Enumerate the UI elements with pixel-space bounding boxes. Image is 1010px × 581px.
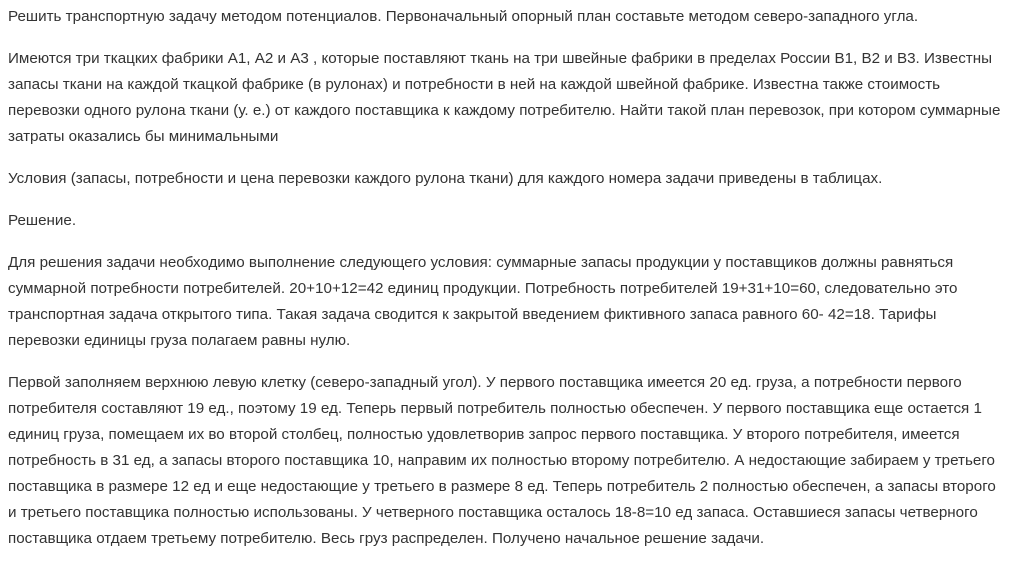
solution-northwest-corner: Первой заполняем верхнюю левую клетку (северо-западный угол). У первого поставщика имеется 20 ед. груза, а потребности первого потребителя составляют 19 ед., поэтому 19 ед. Теперь первый потребитель полностью обеспечен. У первого поставщика еще остается 1 единиц груза, помещаем их во второй столбец, полностью удовлетворив запрос первого поставщика. У второго потребителя, имеется потребность в 31 ед, а запасы второго поставщика 10, направим их полностью второму потребителю. А недостающие забираем у третьего поставщика в размере 12 ед и еще недостающие у третьего в размере 8 ед. Теперь потребитель 2 полностью обеспечен, а запасы второго и третьего поставщика полностью использованы. У четверного поставщика осталось 18-8=10 ед запаса. Оставшиеся запасы четверного поставщика отдаем третьему потребителю. Весь груз распределен. Получено начальное решение задачи. — [8, 374, 996, 547]
solution-heading: Решение. — [8, 212, 77, 229]
task-statement: Решить транспортную задачу методом потенциалов. Первоначальный опорный план составьте методом северо-западного угла. — [8, 8, 919, 25]
solution-balance-check: Для решения задачи необходимо выполнение следующего условия: суммарные запасы продукции у поставщиков должны равняться суммарной потребности потребителей. 20+10+12=42 единиц продукции. Потребность потребителей 19+31+10=60, следовательно это транспортная задача открытого типа. Такая задача сводится к закрытой введением фиктивного запаса равного 60- 42=18. Тарифы перевозки единицы груза полагаем равны нулю. — [8, 254, 958, 349]
task-conditions: Условия (запасы, потребности и цена перевозки каждого рулона ткани) для каждого номера задачи приведены в таблицах. — [8, 170, 883, 187]
task-description: Имеются три ткацких фабрики А1, А2 и А3 , которые поставляют ткань на три швейные фабрики в пределах России В1, В2 и В3. Известны запасы ткани на каждой ткацкой фабрике (в рулонах) и потребности в ней на каждой швейной фабрике. Известна также стоимость перевозки одного рулона ткани (у. е.) от каждого поставщика к каждому потребителю. Найти такой план перевозок, при котором суммарные затраты оказались бы минимальными — [8, 50, 1001, 145]
